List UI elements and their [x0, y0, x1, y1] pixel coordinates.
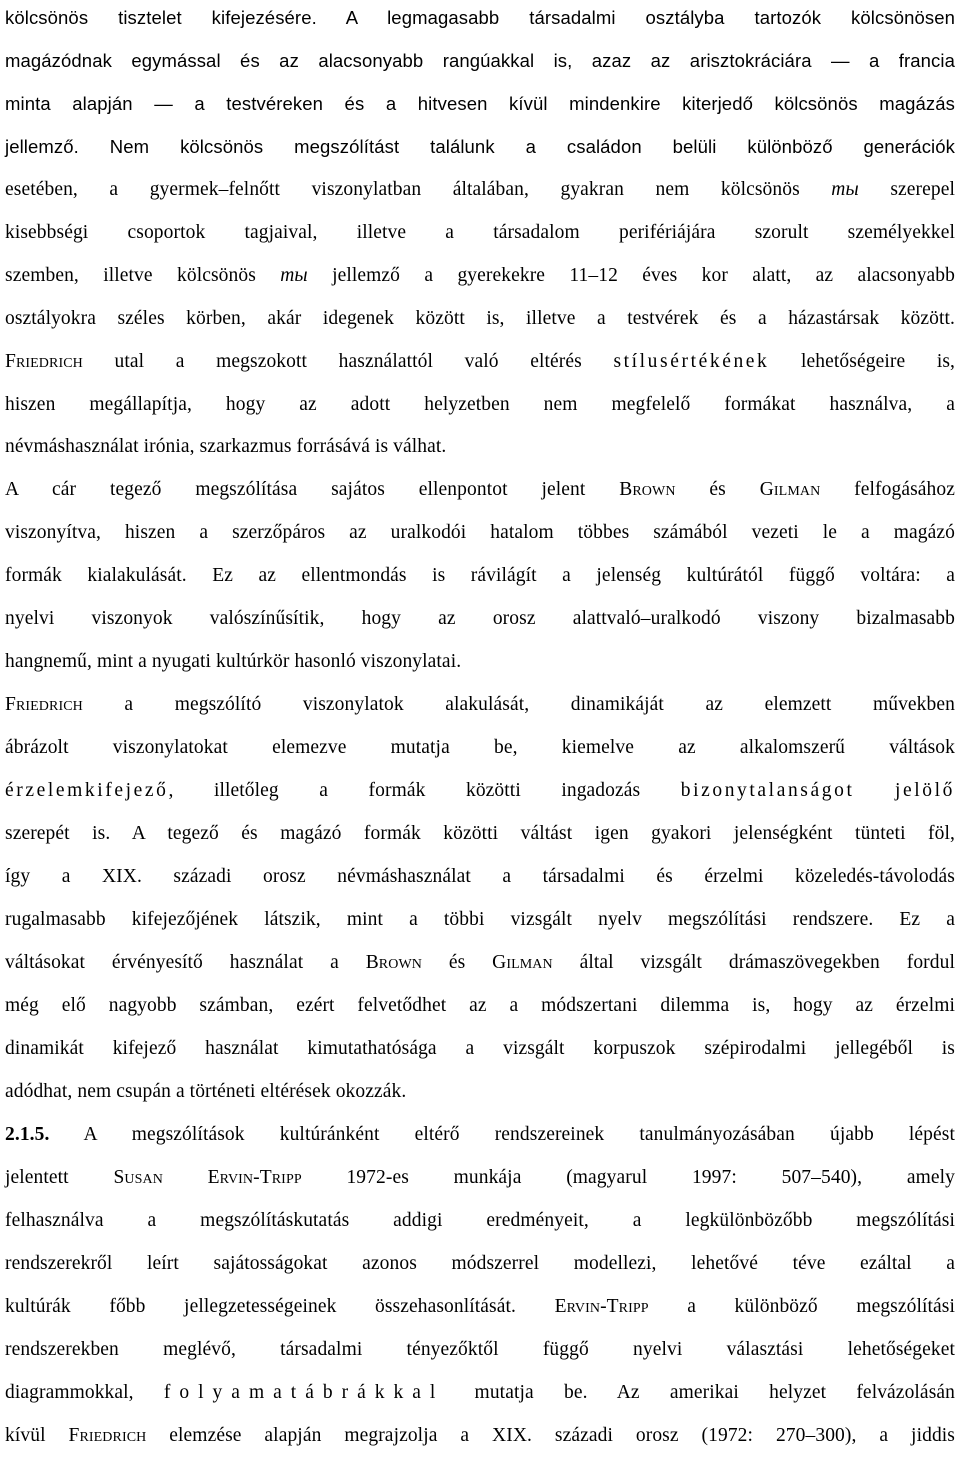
text-line — [5, 690, 955, 720]
text-span: még elő nagyobb számban, ezért felvetődhet az a módszertani dilemma is, hogy az érzelmi — [5, 995, 955, 1016]
text-line — [5, 1120, 955, 1150]
text-span: szemben, illetve kölcsönös — [5, 265, 281, 286]
text-span: felfogásához — [820, 479, 955, 500]
text-span: dinamikát kifejező használat kimutathatósága a vizsgált korpuszok szépirodalmi jellegéből is — [5, 1038, 955, 1059]
styled-text-span: stílusértékének — [613, 351, 770, 372]
styled-text-span: Gilman — [492, 952, 553, 973]
text-span: diagrammokkal, — [5, 1382, 164, 1403]
styled-text-span: jelölő — [894, 780, 955, 801]
text-span: ábrázolt viszonylatokat elemezve mutatja be, kiemelve az alkalomszerű váltások — [5, 737, 955, 758]
text-line — [5, 46, 955, 76]
text-span: rendszerekről leírt sajátosságokat azonos módszerrel modellezi, lehetővé téve ezáltal a — [5, 1253, 955, 1274]
text-line — [5, 347, 955, 377]
text-line — [5, 1249, 955, 1279]
styled-text-span: ты — [280, 265, 308, 286]
text-line — [5, 604, 955, 634]
text-span — [854, 780, 895, 801]
text-span: szerepét is. A tegező és magázó formák közötti váltást igen gyakori jelenségként tünteti föl, — [5, 823, 955, 844]
text-span: kultúrák főbb jellegzetességeinek összehasonlítását. — [5, 1296, 555, 1317]
text-span: viszonyítva, hiszen a szerzőpáros az uralkodói hatalom többes számából vezeti le a magázó — [5, 522, 955, 543]
text-span: jelentett — [5, 1167, 114, 1188]
text-span: adódhat, nem csupán a történeti eltérések okozzák. — [5, 1081, 407, 1102]
text-span: jellemző a gyerekekre 11–12 éves kor alatt, az alacsonyabb — [307, 265, 955, 286]
styled-text-span: Friedrich — [5, 351, 83, 372]
text-line — [5, 1335, 955, 1365]
text-line — [5, 905, 955, 935]
text-span: rugalmasabb kifejezőjének látszik, mint a többi vizsgált nyelv megszólítási rendszere. Ez a — [5, 909, 955, 930]
styled-text-span: 2.1.5. — [5, 1124, 50, 1145]
text-line — [5, 304, 955, 334]
text-span: és — [675, 479, 760, 500]
text-line — [5, 733, 955, 763]
text-span: formák kialakulását. Ez az ellentmondás is rávilágít a jelenség kultúrától függő voltára: a — [5, 565, 955, 586]
text-line — [5, 175, 955, 205]
text-span: minta alapján — a testvéreken és a hitvesen kívül mindenkire kiterjedő kölcsönös magázás — [5, 93, 955, 114]
text-line — [5, 948, 955, 978]
text-span: hiszen megállapítja, hogy az adott helyzetben nem megfelelő formákat használva, a — [5, 394, 955, 415]
styled-text-span: Susan Ervin-Tripp — [113, 1167, 302, 1188]
text-line — [5, 3, 955, 33]
text-span: szerepel — [858, 179, 955, 200]
text-span: kisebbségi csoportok tagjaival, illetve a társadalom perifériájára szorult személyekkel — [5, 222, 955, 243]
text-span: és — [421, 952, 493, 973]
styled-text-span: ты — [831, 179, 859, 200]
styled-text-span: Ervin-Tripp — [554, 1296, 649, 1317]
text-span: lehetőségeire is, — [769, 351, 956, 372]
styled-text-span: folyamatábrákkal — [163, 1382, 445, 1403]
text-span: magázódnak egymással és az alacsonyabb rangúakkal is, azaz az arisztokráciára — a francia — [5, 50, 955, 71]
text-line — [5, 1292, 955, 1322]
styled-text-span: Friedrich — [68, 1425, 147, 1446]
text-line — [5, 1421, 955, 1451]
text-span: A cár tegező megszólítása sajátos ellenpontot jelent — [5, 479, 620, 500]
text-line — [5, 862, 955, 892]
text-line — [5, 1163, 955, 1193]
text-span: osztályokra széles körben, akár idegenek között is, illetve a testvérek és a házastársak között. — [5, 308, 955, 329]
text-line — [5, 1034, 955, 1064]
text-line — [5, 647, 955, 677]
text-line — [5, 1077, 955, 1107]
text-span: A megszólítások kultúránként eltérő rendszereinek tanulmányozásában újabb lépést — [49, 1124, 955, 1145]
styled-text-span: Brown — [365, 952, 422, 973]
styled-text-span: Friedrich — [5, 694, 83, 715]
text-line — [5, 261, 955, 291]
text-span: váltásokat érvényesítő használat a — [5, 952, 366, 973]
text-span: jellemző. Nem kölcsönös megszólítást találunk a családon belüli különböző generációk — [5, 136, 955, 157]
text-span: nyelvi viszonyok valószínűsítik, hogy az orosz alattvaló–uralkodó viszony bizalmasabb — [5, 608, 955, 629]
text-span: által vizsgált drámaszövegekben fordul — [552, 952, 955, 973]
styled-text-span: bizonytalanságot — [680, 780, 855, 801]
styled-text-span: érzelemkifejező — [5, 780, 169, 801]
text-span: a különböző megszólítási — [648, 1296, 955, 1317]
text-span: rendszerekben meglévő, társadalmi tényezőktől függő nyelvi választási lehetőségeket — [5, 1339, 955, 1360]
text-span: 1972-es munkája (magyarul 1997: 507–540), amely — [301, 1167, 955, 1188]
text-line — [5, 1378, 955, 1408]
text-span: kölcsönös tisztelet kifejezésére. A legmagasabb társadalmi osztályba tartozók kölcsönösen — [5, 7, 955, 28]
styled-text-span: Gilman — [759, 479, 821, 500]
text-line — [5, 518, 955, 548]
text-span: felhasználva a megszólításkutatás addigi eredményeit, a legkülönbözőbb megszólítási — [5, 1210, 955, 1231]
text-line — [5, 819, 955, 849]
text-line — [5, 475, 955, 505]
text-span: elemzése alapján megrajzolja a XIX. századi orosz (1972: 270–300), a jiddis — [146, 1425, 955, 1446]
text-line — [5, 132, 955, 162]
text-span: hangnemű, mint a nyugati kultúrkör hasonló viszonylatai. — [5, 651, 462, 672]
styled-text-span: Brown — [619, 479, 676, 500]
text-span: így a XIX. századi orosz névmáshasználat a társadalmi és érzelmi közeledés-távolodás — [5, 866, 955, 887]
text-span: kívül — [5, 1425, 69, 1446]
text-line — [5, 218, 955, 248]
text-line — [5, 991, 955, 1021]
text-line — [5, 390, 955, 420]
text-span: mutatja be. Az amerikai helyzet felvázolásán — [444, 1382, 955, 1403]
text-span: utal a megszokott használattól való eltérés — [82, 351, 614, 372]
text-line — [5, 1206, 955, 1236]
text-span: , illetőleg a formák közötti ingadozás — [168, 780, 681, 801]
text-span: névmáshasználat irónia, szarkazmus forrásává is válhat. — [5, 436, 447, 457]
text-span: esetében, a gyermek–felnőtt viszonylatban általában, gyakran nem kölcsönös — [5, 179, 832, 200]
text-line — [5, 776, 955, 806]
text-span: a megszólító viszonylatok alakulását, dinamikáját az elemzett művekben — [82, 694, 955, 715]
text-line — [5, 561, 955, 591]
text-line — [5, 432, 955, 462]
text-line — [5, 89, 955, 119]
